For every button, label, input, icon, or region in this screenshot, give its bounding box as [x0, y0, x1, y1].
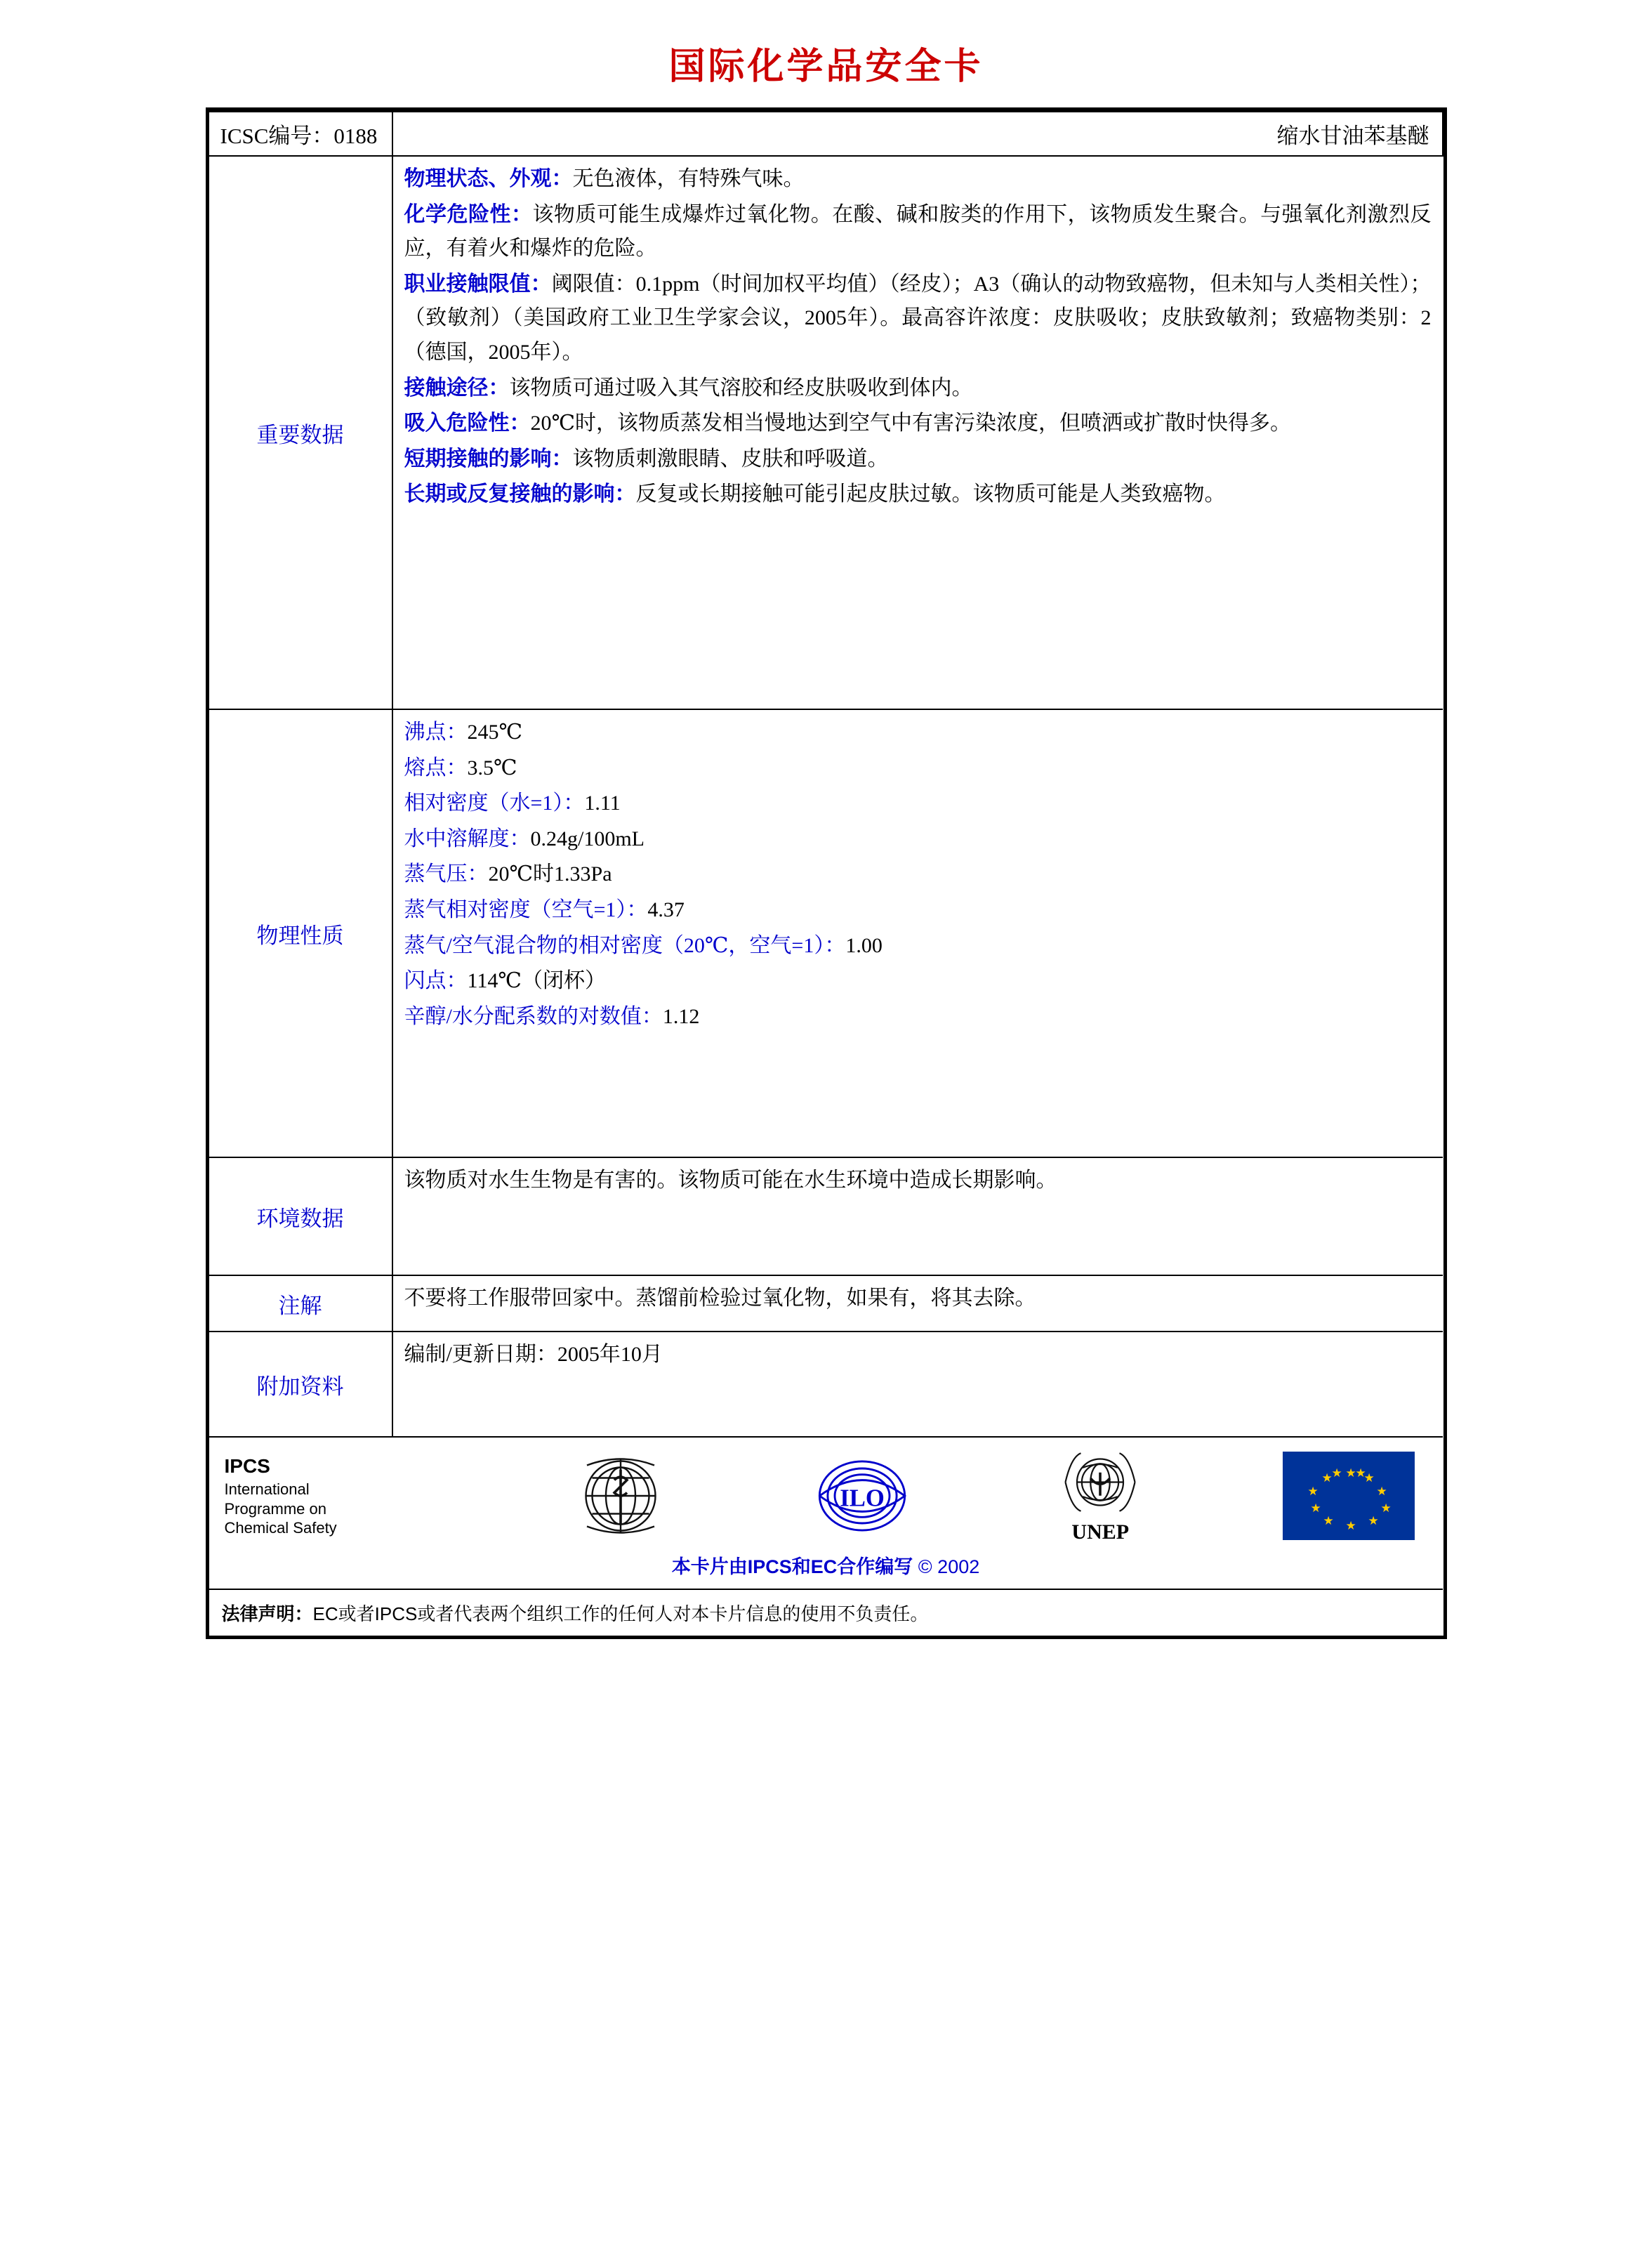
cooperation-text: 本卡片由IPCS和EC合作编写: [671, 1556, 913, 1577]
unep-emblem-icon: [1051, 1447, 1149, 1544]
physical-item: [404, 893, 1432, 928]
additional-info-label: 附加资料: [209, 1332, 392, 1437]
environment-data-label: 环境数据: [209, 1157, 392, 1275]
physical-item-key: 相对密度（水=1）：: [404, 791, 585, 815]
important-item-key: 物理状态、外观：: [404, 167, 573, 190]
physical-item-text: 1.12: [662, 1004, 700, 1028]
footer-logos-cell: [209, 1437, 1443, 1589]
physical-item: [404, 857, 1432, 892]
legal-label: 法律声明：: [221, 1603, 313, 1624]
additional-info-row: [209, 1332, 1443, 1437]
eu-flag-icon: ★ ★ ★ ★ ★ ★ ★ ★ ★ ★ ★ ★: [1283, 1452, 1415, 1540]
physical-item-key: 沸点：: [404, 721, 468, 744]
icsc-number-cell: [209, 112, 392, 156]
physical-item-key: 蒸气相对密度（空气=1）：: [404, 898, 648, 921]
important-item: [404, 478, 1432, 512]
physical-item-text: 0.24g/100mL: [530, 827, 645, 850]
physical-item: [404, 929, 1432, 964]
notes-body: 不要将工作服带回家中。蒸馏前检验过氧化物，如果有，将其去除。: [392, 1275, 1443, 1332]
ipcs-block: [225, 1454, 435, 1538]
physical-item-key: 闪点：: [404, 969, 468, 993]
physical-item-text: 20℃时1.33Pa: [488, 862, 612, 886]
who-emblem-icon: [568, 1448, 673, 1544]
physical-item-key: 水中溶解度：: [404, 827, 531, 850]
important-data-row: [209, 156, 1443, 709]
important-item: [404, 162, 1432, 197]
physical-item: [404, 751, 1432, 786]
physical-item: [404, 964, 1432, 999]
physical-item-text: 114℃（闭杯）: [467, 969, 606, 993]
important-item-text: 反复或长期接触可能引起皮肤过敏。该物质可能是人类致癌物。: [635, 482, 1226, 506]
ipcs-line2: Programme on: [224, 1499, 327, 1518]
important-item: [404, 442, 1432, 477]
additional-info-body: 编制/更新日期：2005年10月: [392, 1332, 1443, 1437]
important-data-label: 重要数据: [209, 156, 392, 709]
notes-row: [209, 1275, 1443, 1332]
footer-logos-row: [209, 1437, 1443, 1589]
important-item-text: 无色液体，有特殊气味。: [572, 167, 805, 190]
cooperation-note: [209, 1547, 1443, 1589]
ilo-emblem-icon: [806, 1450, 918, 1541]
logo-strip: [209, 1438, 1443, 1547]
physical-item-key: 熔点：: [404, 756, 468, 780]
physical-item-text: 245℃: [467, 721, 523, 744]
physical-item: [404, 822, 1432, 857]
environment-data-row: [209, 1157, 1443, 1275]
physical-properties-label: 物理性质: [209, 709, 392, 1157]
icsc-table: [209, 111, 1443, 1636]
physical-item: [404, 787, 1432, 821]
legal-cell: [209, 1589, 1443, 1636]
physical-item-text: 3.5℃: [467, 756, 517, 780]
physical-properties-row: [209, 709, 1443, 1157]
important-data-body: [392, 156, 1443, 709]
page-title: 国际化学品安全卡: [668, 45, 984, 88]
ipcs-line3: Chemical Safety: [224, 1519, 337, 1537]
important-item-key: 接触途径：: [404, 376, 510, 400]
physical-item-key: 蒸气/空气混合物的相对密度（20℃，空气=1）：: [404, 933, 846, 957]
important-item-text: 该物质可能生成爆炸过氧化物。在酸、碱和胺类的作用下，该物质发生聚合。与强氧化剂激烈反应，有着火和爆炸的危险。: [404, 202, 1432, 261]
important-item-text: 20℃时，该物质蒸发相当慢地达到空气中有害污染浓度，但喷洒或扩散时快得多。: [530, 412, 1292, 435]
important-item-key: 吸入危险性：: [404, 412, 531, 435]
ilo-text: ILO: [840, 1485, 885, 1512]
icsc-label: ICSC编号：: [220, 124, 334, 148]
important-item: [404, 372, 1432, 406]
legal-row: [209, 1589, 1443, 1636]
important-item-text: 阈限值：0.1ppm（时间加权平均值）（经皮）；A3（确认的动物致癌物，但未知与人类相关性）；（致敏剂）（美国政府工业卫生学家会议，2005年）。最高容许浓度：皮肤吸收；皮肤致敏剂；致癌物类别：2（德国，2005年）。: [404, 272, 1432, 364]
important-item-key: 长期或反复接触的影响：: [404, 482, 636, 506]
environment-data-body: 该物质对水生生物是有害的。该物质可能在水生环境中造成长期影响。: [392, 1157, 1443, 1275]
important-item-key: 短期接触的影响：: [404, 447, 573, 471]
legal-text: EC或者IPCS或者代表两个组织工作的任何人对本卡片信息的使用不负责任。: [312, 1603, 929, 1624]
physical-item-text: 1.11: [584, 791, 621, 815]
chemical-name-cell: 缩水甘油苯基醚: [392, 112, 1443, 156]
unep-text: UNEP: [1071, 1520, 1130, 1544]
card-header-row: [209, 112, 1443, 156]
physical-item-key: 蒸气压：: [404, 862, 489, 886]
icsc-card: [206, 107, 1447, 1639]
important-item-key: 化学危险性：: [404, 202, 533, 226]
physical-item-text: 1.00: [845, 933, 883, 957]
physical-item-text: 4.37: [647, 898, 685, 921]
ipcs-line1: International: [224, 1480, 310, 1499]
important-item-key: 职业接触限值：: [404, 272, 552, 296]
icsc-number: 0188: [333, 124, 378, 148]
copyright-text: © 2002: [918, 1556, 980, 1577]
important-item: [404, 268, 1432, 370]
important-item: [404, 407, 1432, 441]
notes-label: 注解: [209, 1275, 392, 1332]
ipcs-abbr: IPCS: [224, 1455, 270, 1478]
physical-item-key: 辛醇/水分配系数的对数值：: [404, 1004, 663, 1028]
physical-properties-body: [392, 709, 1443, 1157]
important-item-text: 该物质可通过吸入其气溶胶和经皮肤吸收到体内。: [509, 376, 973, 400]
physical-item: [404, 1000, 1432, 1034]
important-item: [404, 198, 1432, 266]
physical-item: [404, 716, 1432, 750]
important-item-text: 该物质刺激眼睛、皮肤和呼吸道。: [572, 447, 889, 471]
